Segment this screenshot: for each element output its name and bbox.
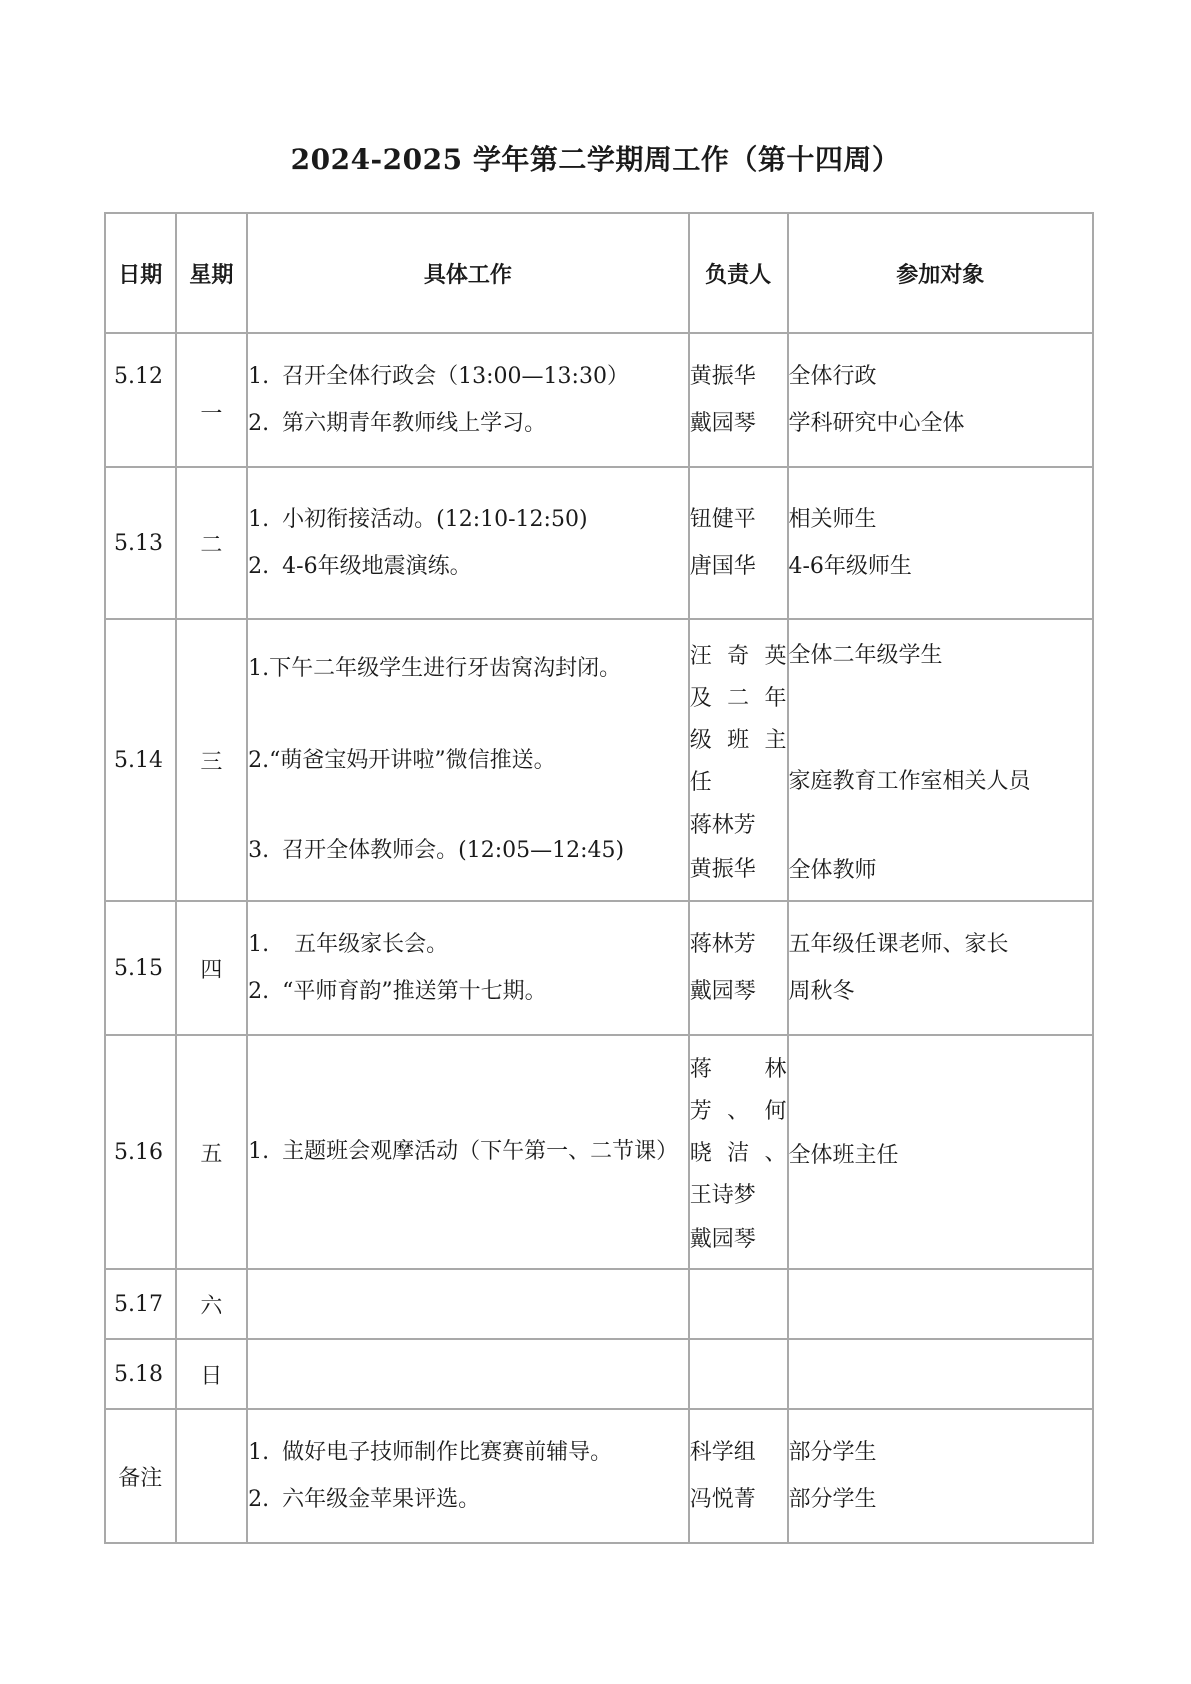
notes-person (689, 1409, 788, 1543)
table-row (105, 467, 1093, 619)
row-day: 三 (176, 619, 248, 901)
person-name: 蒋林芳 (689, 932, 756, 957)
item-text: 召开全体教师会。(12:05—12:45) (282, 838, 625, 863)
item-number: 1. (248, 932, 270, 957)
target-group: 部分学生 (788, 1440, 877, 1465)
table-row (105, 1269, 1093, 1339)
person-name: 冯悦菁 (689, 1487, 756, 1512)
item-number: 2. (248, 1487, 270, 1512)
work-item (248, 828, 688, 874)
target-group: 全体教师 (788, 858, 877, 883)
row-person (689, 1339, 788, 1409)
person-name: 芳、何 (689, 1099, 787, 1124)
person-name: 戴园琴 (689, 1227, 756, 1252)
notes-work (247, 1409, 689, 1543)
person-name: 戴园琴 (689, 979, 756, 1004)
row-day: 二 (176, 467, 248, 619)
person-name: 唐国华 (689, 554, 756, 579)
work-item (248, 496, 688, 543)
item-text: 第六期青年教师线上学习。 (282, 411, 547, 436)
item-number: 1. (248, 1139, 270, 1164)
work-item (248, 646, 688, 692)
item-text: 主题班会观摩活动（下午第一、二节课） (282, 1139, 679, 1164)
work-item (248, 1132, 688, 1172)
target-group: 部分学生 (788, 1487, 877, 1512)
header-day: 星期 (176, 213, 248, 333)
row-target (788, 467, 1094, 619)
table-row (105, 1035, 1093, 1269)
row-day: 四 (176, 901, 248, 1035)
header-target: 参加对象 (788, 213, 1094, 333)
person-name: 蒋 林 (689, 1057, 787, 1082)
target-group: 周秋冬 (788, 979, 855, 1004)
target-group: 4-6年级师生 (788, 554, 912, 579)
table-row (105, 619, 1093, 901)
page-title: 2024-2025 学年第二学期周工作（第十四周） (290, 143, 901, 176)
person-name: 黄振华 (689, 364, 756, 389)
row-person (689, 1035, 788, 1269)
item-text: 2.“萌爸宝妈开讲啦”微信推送。 (248, 748, 556, 773)
row-day: 五 (176, 1035, 248, 1269)
work-item (248, 1429, 688, 1476)
row-date: 5.12 (105, 333, 176, 467)
person-name: 王诗梦 (689, 1183, 756, 1208)
row-target (788, 1339, 1094, 1409)
item-text: 做好电子技师制作比赛赛前辅导。 (282, 1440, 613, 1465)
row-date: 5.14 (105, 619, 176, 901)
row-work (247, 333, 689, 467)
person-name: 蒋林芳 (689, 813, 756, 838)
item-text: 六年级金苹果评选。 (282, 1487, 481, 1512)
row-work (247, 1269, 689, 1339)
row-target (788, 1269, 1094, 1339)
table-row (105, 333, 1093, 467)
person-name: 黄振华 (689, 857, 756, 882)
row-work (247, 619, 689, 901)
item-text: 五年级家长会。 (294, 932, 449, 957)
row-person (689, 467, 788, 619)
notes-day (176, 1409, 248, 1543)
person-name: 钮健平 (689, 507, 756, 532)
target-group: 五年级任课老师、家长 (788, 932, 1009, 957)
person-name: 及二年 (689, 686, 787, 711)
target-group: 全体班主任 (788, 1143, 899, 1168)
target-group: 学科研究中心全体 (788, 411, 965, 436)
target-group: 家庭教育工作室相关人员 (788, 769, 1031, 794)
row-target (788, 1035, 1094, 1269)
row-person (689, 1269, 788, 1339)
row-date: 5.17 (105, 1269, 176, 1339)
row-person (689, 333, 788, 467)
table-row (105, 901, 1093, 1035)
header-person: 负责人 (689, 213, 788, 333)
row-day: 六 (176, 1269, 248, 1339)
row-day: 日 (176, 1339, 248, 1409)
notes-row (105, 1409, 1093, 1543)
person-name: 任 (689, 770, 712, 795)
item-number: 1. (248, 1440, 270, 1465)
item-text: “平师育韵”推送第十七期。 (282, 979, 547, 1004)
weekly-schedule-table (104, 212, 1094, 1544)
target-group: 全体二年级学生 (788, 643, 943, 668)
notes-label: 备注 (105, 1409, 176, 1543)
row-target (788, 619, 1094, 901)
work-item (248, 543, 688, 590)
item-number: 2. (248, 411, 270, 436)
row-date: 5.16 (105, 1035, 176, 1269)
row-person (689, 901, 788, 1035)
person-name: 晓洁、 (689, 1141, 787, 1166)
item-number: 1. (248, 364, 270, 389)
row-day: 一 (176, 333, 248, 467)
row-work (247, 467, 689, 619)
row-work (247, 1339, 689, 1409)
work-item (248, 353, 688, 400)
item-text: 4-6年级地震演练。 (282, 554, 472, 579)
work-item (248, 921, 688, 968)
item-number: 1. (248, 507, 270, 532)
person-name: 戴园琴 (689, 411, 756, 436)
row-date: 5.13 (105, 467, 176, 619)
header-work: 具体工作 (247, 213, 689, 333)
table-header-row (105, 213, 1093, 333)
row-work (247, 901, 689, 1035)
item-text: 小初衔接活动。(12:10-12:50) (282, 507, 588, 532)
target-group: 全体行政 (788, 364, 877, 389)
work-item (248, 1476, 688, 1523)
item-number: 2. (248, 979, 270, 1004)
item-number: 2. (248, 554, 270, 579)
table-row (105, 1339, 1093, 1409)
row-date: 5.15 (105, 901, 176, 1035)
person-name: 汪奇英 (689, 644, 787, 669)
target-group: 相关师生 (788, 507, 877, 532)
work-item (248, 738, 688, 784)
notes-target (788, 1409, 1094, 1543)
row-date: 5.18 (105, 1339, 176, 1409)
person-name: 科学组 (689, 1440, 756, 1465)
header-date: 日期 (105, 213, 176, 333)
work-item (248, 400, 688, 447)
item-text: 1.下午二年级学生进行牙齿窝沟封闭。 (248, 656, 622, 681)
row-person (689, 619, 788, 901)
item-text: 召开全体行政会（13:00—13:30） (282, 364, 629, 389)
person-name: 级班主 (689, 728, 787, 753)
row-work (247, 1035, 689, 1269)
work-item (248, 968, 688, 1015)
item-number: 3. (248, 838, 270, 863)
row-target (788, 901, 1094, 1035)
row-target (788, 333, 1094, 467)
